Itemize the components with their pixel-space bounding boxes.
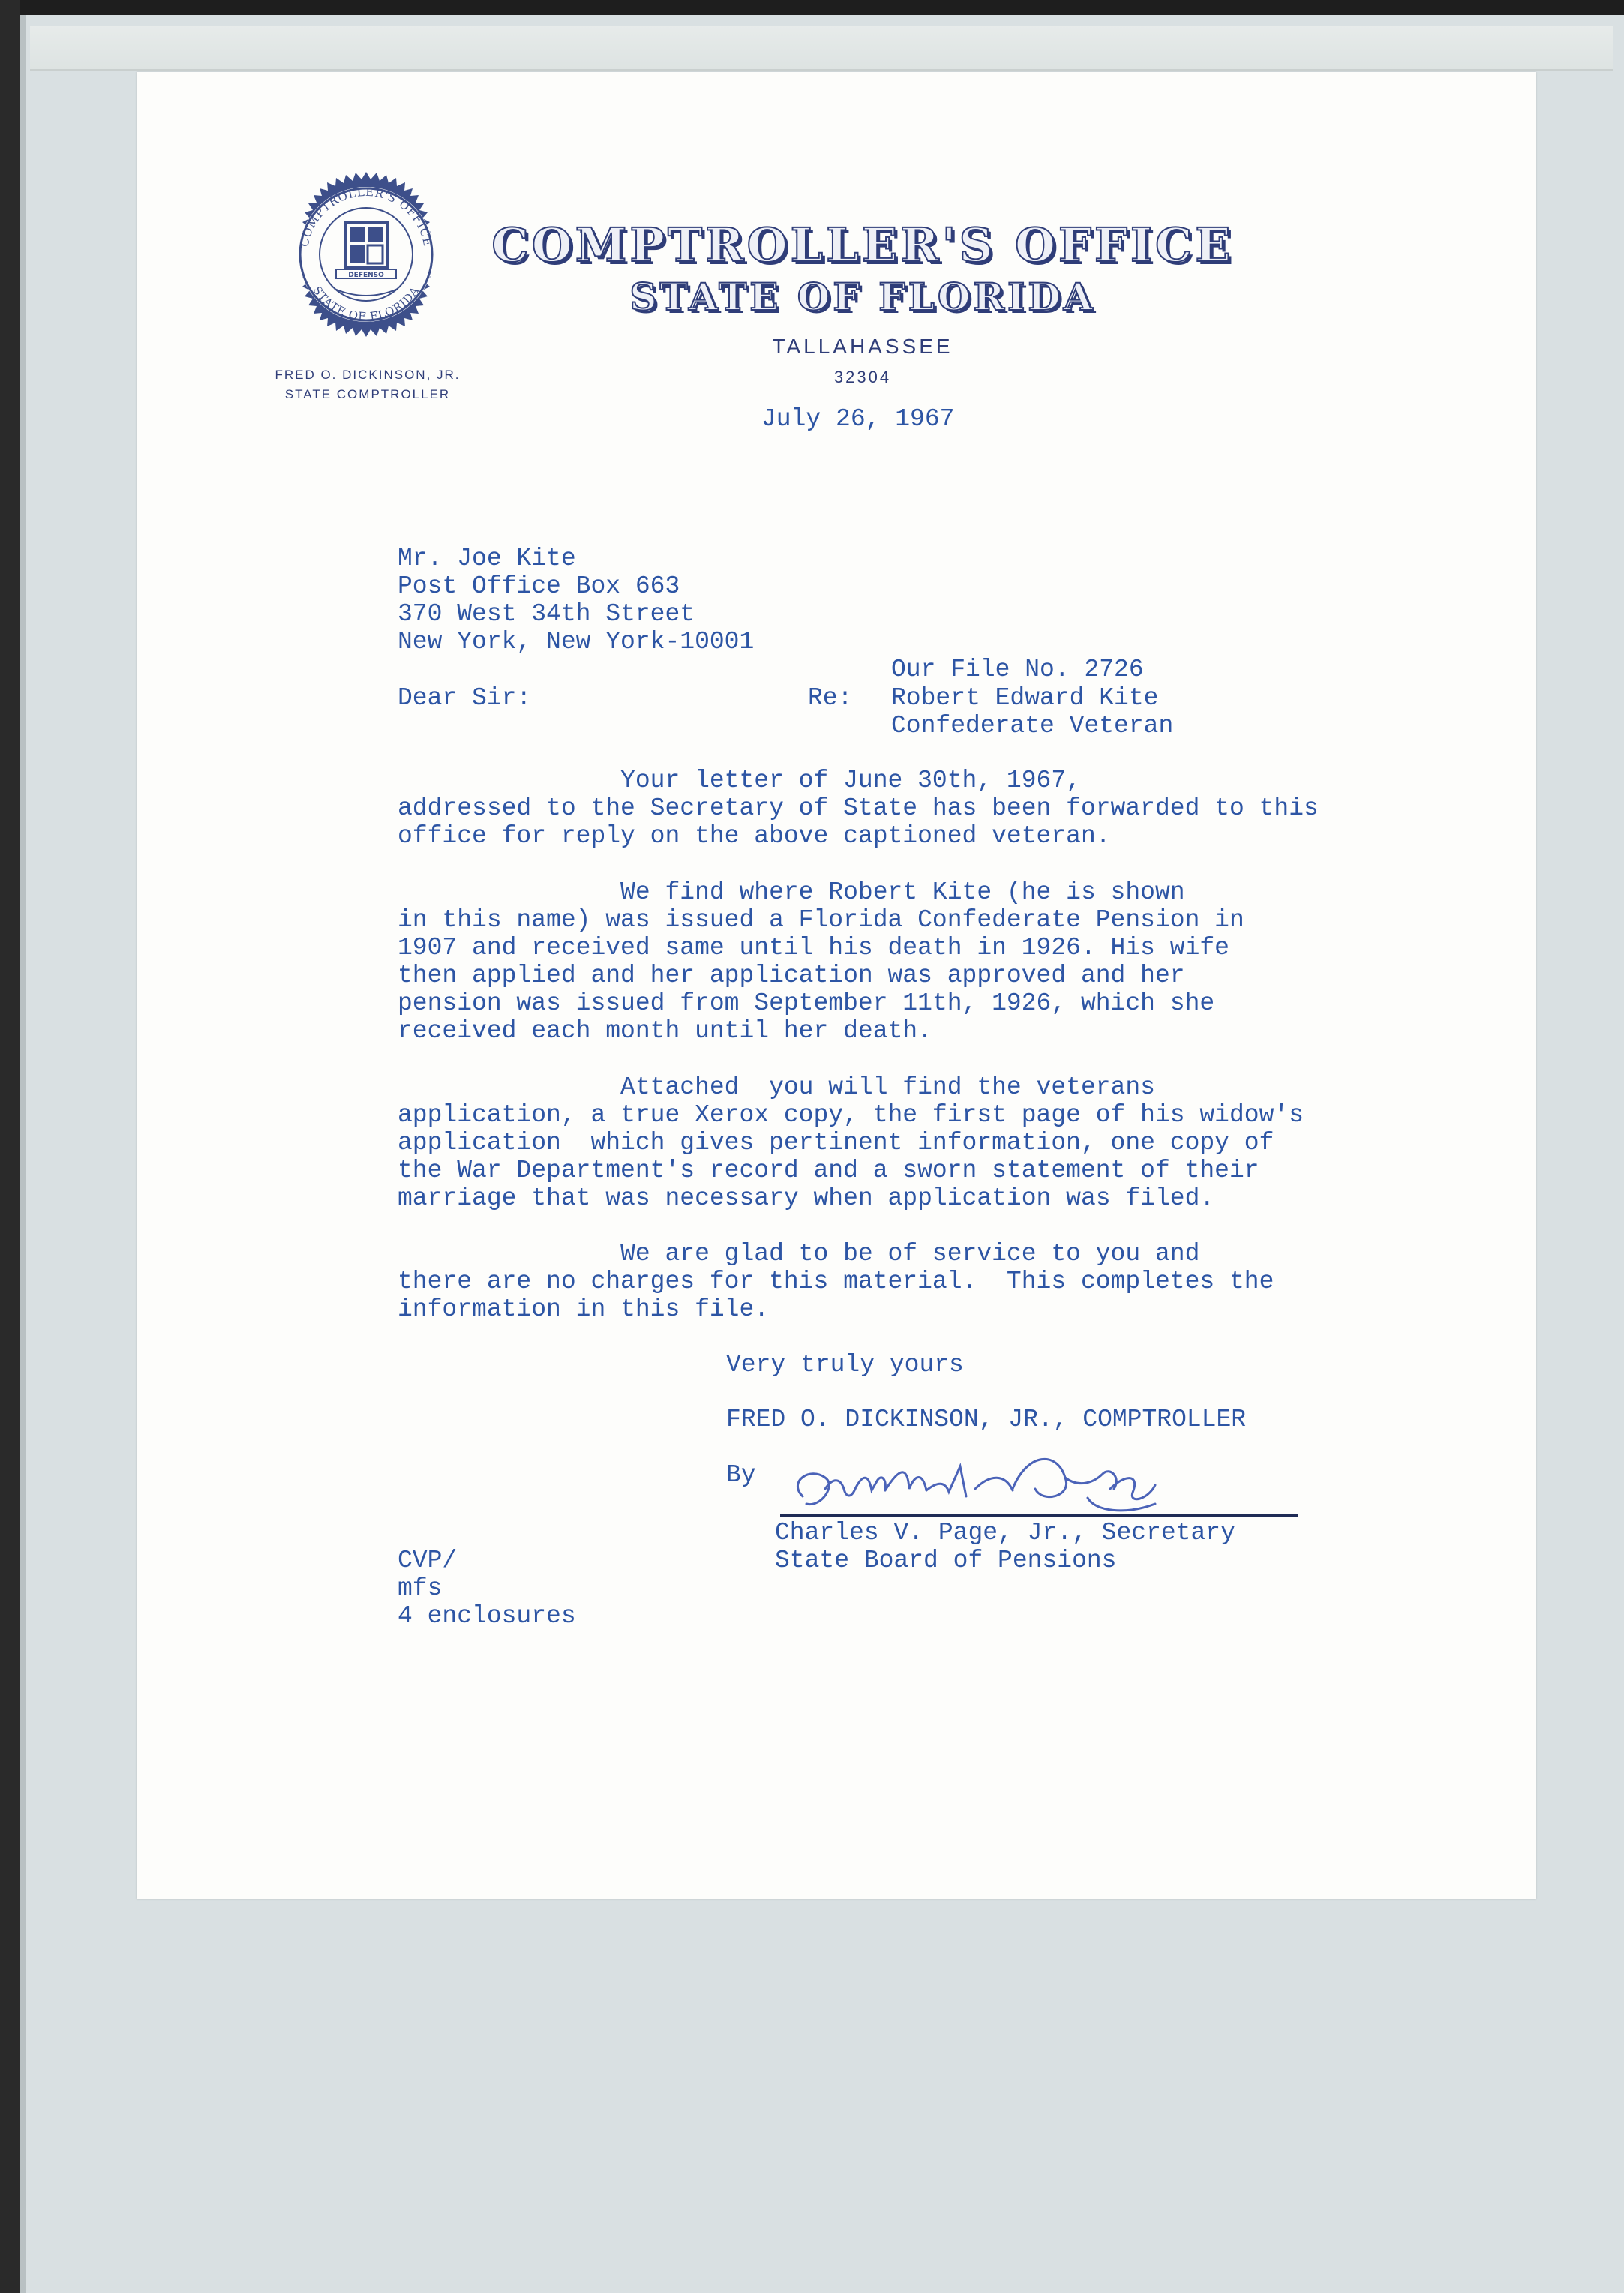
zip-line: 32304 <box>833 368 892 386</box>
body-line: addressed to the Secretary of State has been forwarded to this <box>398 794 1319 822</box>
letter-date: July 26, 1967 <box>761 405 955 433</box>
mounting-tape <box>30 26 1613 71</box>
file-number: Our File No. 2726 <box>891 656 1144 683</box>
signer-name-title: Charles V. Page, Jr., Secretary <box>775 1519 1235 1547</box>
body-line: application, a true Xerox copy, the first page of his widow's <box>398 1101 1304 1129</box>
body-line: received each month until her death. <box>398 1017 932 1045</box>
typist-initials: mfs <box>398 1574 443 1602</box>
body-line: office for reply on the above captioned veteran. <box>398 822 1111 850</box>
salutation: Dear Sir: <box>398 684 532 712</box>
scan-border-top <box>0 0 1624 15</box>
comptroller-name: FRED O. DICKINSON, JR. <box>275 368 461 382</box>
comptroller-title: STATE COMPTROLLER <box>284 387 451 401</box>
handwritten-signature <box>780 1444 1328 1526</box>
svg-text:STATE OF FLORIDA: STATE OF FLORIDA <box>310 284 422 324</box>
state-heading: STATE OF FLORIDA <box>629 275 1096 319</box>
scan-border-left <box>0 0 20 2293</box>
svg-text:COMPTROLLER'S OFFICE: COMPTROLLER'S OFFICE <box>297 185 435 248</box>
reference-initials: CVP/ <box>398 1547 458 1574</box>
body-line: there are no charges for this material. This completes the <box>398 1268 1274 1295</box>
body-line: in this name) was issued a Florida Confederate Pension in <box>398 906 1244 934</box>
body-line: then applied and her application was approved and her <box>398 962 1185 989</box>
city-line: TALLAHASSEE <box>772 335 953 358</box>
svg-text:DEFENSO: DEFENSO <box>348 272 384 279</box>
scan-border-left-edge <box>20 15 26 2293</box>
address-line: Post Office Box 663 <box>398 572 680 600</box>
signatory: FRED O. DICKINSON, JR., COMPTROLLER <box>726 1406 1247 1433</box>
body-line: 1907 and received same until his death in 1926. His wife <box>398 934 1229 962</box>
address-line: Mr. Joe Kite <box>398 545 576 572</box>
closing: Very truly yours <box>726 1351 964 1379</box>
body-line: pension was issued from September 11th, 1926, which she <box>398 989 1215 1017</box>
re-label: Re: <box>808 684 853 712</box>
body-line: Attached you will find the veterans <box>398 1073 1155 1101</box>
body-line: application which gives pertinent information, one copy of <box>398 1129 1274 1157</box>
enclosures-note: 4 enclosures <box>398 1602 576 1630</box>
body-line: Your letter of June 30th, 1967, <box>398 767 1081 794</box>
body-line: information in this file. <box>398 1295 770 1323</box>
office-heading: COMPTROLLER'S OFFICE <box>491 218 1234 272</box>
body-line: We are glad to be of service to you and <box>398 1240 1200 1268</box>
body-line: We find where Robert Kite (he is shown <box>398 878 1185 906</box>
by-label: By <box>726 1461 756 1489</box>
address-line: 370 West 34th Street <box>398 600 695 628</box>
body-line: the War Department's record and a sworn statement of their <box>398 1157 1259 1184</box>
signer-board: State Board of Pensions <box>775 1547 1117 1574</box>
address-line: New York, New York-10001 <box>398 628 755 656</box>
body-line: marriage that was necessary when application was filed. <box>398 1184 1215 1212</box>
re-subject-line: Confederate Veteran <box>891 712 1174 740</box>
re-subject-line: Robert Edward Kite <box>891 684 1159 712</box>
